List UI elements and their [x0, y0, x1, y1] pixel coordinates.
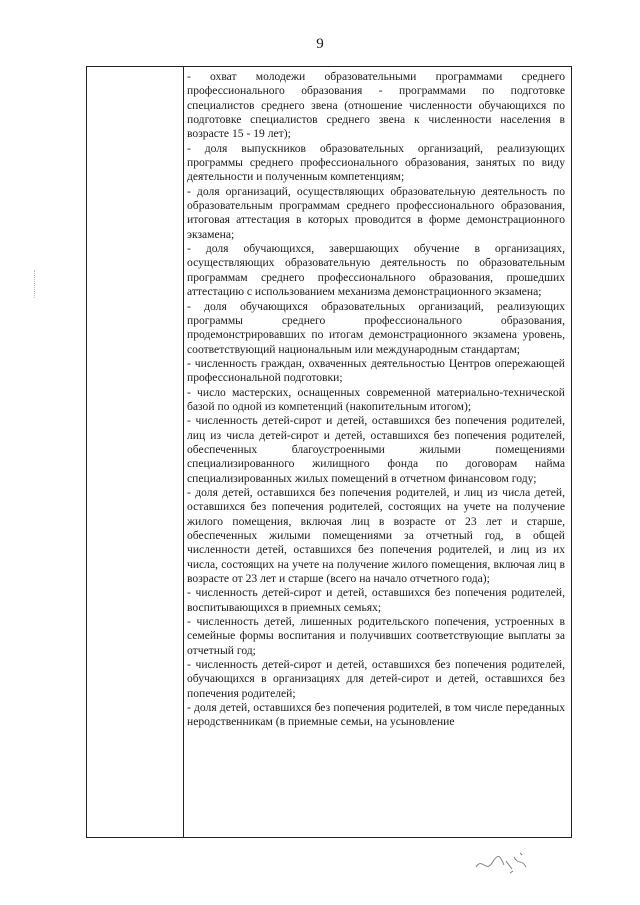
indicator-item: - доля выпускников образовательных организаций, реализующих программы среднего профессионального образования, занятых по виду деятельности и полученным компетенциям;: [187, 141, 565, 184]
page-number: 9: [316, 36, 324, 52]
indicator-item: - доля обучающихся образовательных организаций, реализующих программы среднего профессионального образования, продемонстрировавших по итогам демонстрационного экзамена уровень, соответствующий национальным или международным стандартам;: [187, 299, 565, 356]
indicator-item: - численность детей-сирот и детей, оставшихся без попечения родителей, воспитывающихся в приемных семьях;: [187, 586, 565, 614]
indicator-item: - численность детей-сирот и детей, оставшихся без попечения родителей, обучающихся в организациях для детей-сирот и детей, оставшихся без попечения родителей;: [187, 658, 565, 700]
indicator-item: - численность граждан, охваченных деятельностью Центров опережающей профессиональной подготовки;: [187, 356, 565, 385]
indicator-item: - доля организаций, осуществляющих образовательную деятельность по образовательным программам среднего профессионального образования, итоговая аттестация в которых проводится в форме демонстрационного экзамена;: [187, 184, 565, 241]
indicator-item: - доля обучающихся, завершающих обучение в организациях, осуществляющих образовательную деятельность по образовательным программам среднего профессионального образования, прошедших аттестацию с использованием механизма демонстрационного экзамена;: [187, 242, 565, 299]
indicator-item: - численность детей-сирот и детей, оставшихся без попечения родителей, лиц из числа детей-сирот и детей, оставшихся без попечения родителей, обеспеченных благоустроенными жилыми помещениями специализированного жилищного фонда по договорам найма специализированных жилых помещений в отчетном финансовом году;: [187, 414, 565, 485]
indicator-item: - доля детей, оставшихся без попечения родителей, и лиц из числа детей, оставшихся без попечения родителей, состоящих на учете на получение жилого помещения, включая лиц в возрасте от 23 лет и старше, обеспеченных жилыми помещениями за отчетный год, в общей численности детей, оставшихся без попечения родителей, и лиц из их числа, состоящих на учете на получение жилого помещения, включая лиц в возрасте от 23 лет и старше (всего на начало отчетного года);: [187, 485, 565, 586]
scan-margin-mark: [34, 270, 36, 298]
handwritten-initials: [470, 845, 540, 881]
indicators-table: [86, 66, 572, 838]
indicator-item: - число мастерских, оснащенных современной материально-технической базой по одной из компетенций (накопительным итогом);: [187, 385, 565, 413]
indicator-item: - численность детей, лишенных родительского попечения, устроенных в семейные формы воспитания и получивших соответствующие выплаты за отчетный год;: [187, 615, 565, 657]
indicator-item: - доля детей, оставшихся без попечения родителей, в том числе переданных неродственникам (в приемные семьи, на усыновление: [187, 701, 565, 729]
indicator-item: - охват молодежи образовательными программами среднего профессионального образования - программами по подготовке специалистов среднего звена (отношение численности обучающихся по подготовке специалистов среднего звена к численности населения в возрасте 15 - 19 лет);: [187, 70, 565, 141]
column-divider: [183, 67, 184, 837]
indicators-cell: [187, 70, 565, 837]
